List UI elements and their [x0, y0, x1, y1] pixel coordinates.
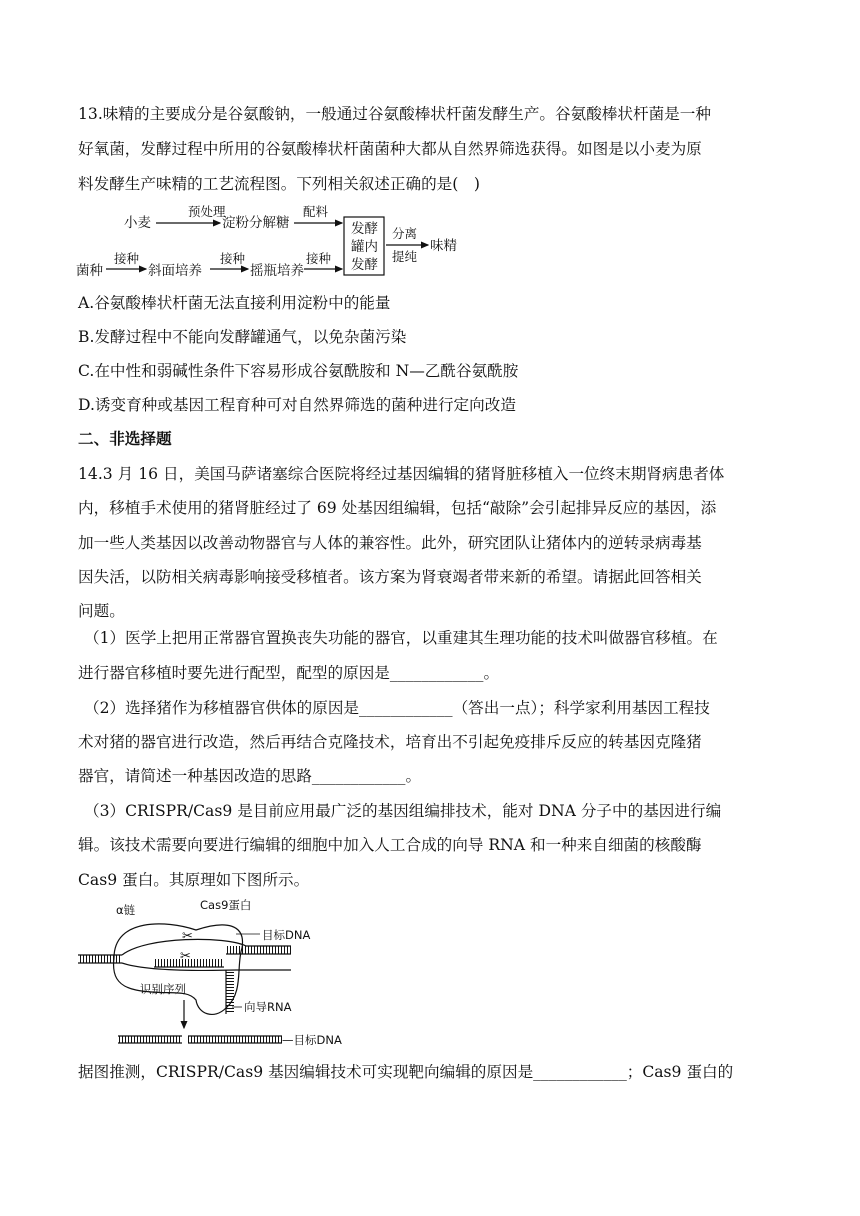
q14-part3-line-2: 辑。该技术需要向要进行编辑的细胞中加入人工合成的向导 RNA 和一种来自细菌的核酸酶: [78, 836, 702, 854]
flow-purify: 提纯: [392, 249, 418, 264]
flow-strain: 菌种: [76, 263, 103, 279]
flow-mix: 配料: [303, 204, 329, 219]
flow-sugar: 淀粉分解糖: [222, 215, 290, 231]
section-heading: 二、非选择题: [78, 430, 172, 448]
q14-part2-line-2: 术对猪的器官进行改造，然后再结合克隆技术，培育出不引起免疫排斥反应的转基因克隆猪: [78, 733, 702, 751]
q14-line-1: 14.3 月 16 日，美国马萨诸塞综合医院将经过基因编辑的猪肾脏移植入一位终末期肾病患者体: [78, 465, 725, 483]
label-target-dna: 目标DNA: [262, 928, 311, 942]
label-alpha-chain: α链: [116, 903, 136, 917]
scissors-icon-lower: ✂: [180, 949, 191, 964]
q14-line-4: 因失活，以防相关病毒影响接受移植者。该方案为肾衰竭者带来新的希望。请据此回答相关: [78, 568, 702, 586]
q13-option-a: A.谷氨酸棒状杆菌无法直接利用淀粉中的能量: [78, 294, 391, 312]
q14-line-2: 内，移植手术使用的猪肾脏经过了 69 处基因组编辑，包括“敲除”会引起排异反应的基因，添: [78, 499, 717, 517]
flow-inoc-3: 接种: [306, 251, 332, 266]
scissors-icon-upper: ✂: [182, 929, 193, 944]
flow-slant: 斜面培养: [148, 263, 202, 279]
flow-tank-3: 发酵: [351, 257, 378, 273]
flow-tank-2: 罐内: [351, 239, 378, 255]
cas9-protein-outline: [114, 924, 243, 1015]
dna-right-upper: [226, 946, 291, 954]
cut-dna-right: [188, 1036, 282, 1043]
flow-tank-1: 发酵: [351, 221, 378, 237]
q14-part3-line-4: 据图推测，CRISPR/Cas9 基因编辑技术可实现靶向编辑的原因是____________；Cas9 蛋白的: [78, 1063, 734, 1081]
crispr-cas9-diagram: [76, 896, 376, 1054]
msg-process-flowchart: [76, 203, 476, 285]
label-target-dna-2: —目标DNA: [282, 1033, 342, 1047]
q14-part3-line-3: Cas9 蛋白。其原理如下图所示。: [78, 871, 310, 889]
label-recognition-seq: 识别序列: [140, 982, 186, 996]
flow-separate: 分离: [392, 226, 418, 241]
label-guide-rna: 向导RNA: [244, 1000, 292, 1014]
q13-option-d: D.诱变育种或基因工程育种可对自然界筛选的菌种进行定向改造: [78, 396, 516, 414]
q14-part3-line-1: （3）CRISPR/Cas9 是目前应用最广泛的基因组编排技术，能对 DNA 分子中的基因进行编: [84, 802, 722, 820]
flow-inoc-2: 接种: [220, 251, 246, 266]
q14-line-3: 加一些人类基因以改善动物器官与人体的兼容性。此外，研究团队让猪体内的逆转录病毒基: [78, 534, 702, 552]
dna-left-segment: [78, 955, 122, 963]
q13-option-b: B.发酵过程中不能向发酵罐通气，以免杂菌污染: [78, 328, 407, 346]
q14-part2-line-1: （2）选择猪作为移植器官供体的原因是____________（答出一点）；科学家利用基因工程技: [84, 699, 710, 717]
flow-shake: 摇瓶培养: [250, 263, 304, 279]
q13-option-c: C.在中性和弱碱性条件下容易形成谷氨酰胺和 N—乙酰谷氨酰胺: [78, 362, 519, 380]
q14-part2-line-3: 器官，请简述一种基因改造的思路____________。: [78, 767, 422, 785]
label-cas9: Cas9蛋白: [200, 898, 252, 912]
flow-pretreat: 预处理: [188, 204, 226, 219]
flow-inoc-1: 接种: [114, 251, 140, 266]
q14-part1-line-1: （1）医学上把用正常器官置换丧失功能的器官，以重建其生理功能的技术叫做器官移植。在: [84, 629, 718, 647]
flow-msg: 味精: [430, 238, 457, 254]
cut-dna-left: [118, 1036, 182, 1043]
guide-rna-stem: [226, 970, 234, 1014]
q13-line-3: 料发酵生产味精的工艺流程图。下列相关叙述正确的是( ): [78, 175, 481, 193]
q13-line-1: 13.味精的主要成分是谷氨酸钠，一般通过谷氨酸棒状杆菌发酵生产。谷氨酸棒状杆菌是一种: [78, 105, 711, 123]
q14-line-5: 问题。: [78, 602, 125, 620]
q13-line-2: 好氧菌，发酵过程中所用的谷氨酸棒状杆菌菌种大都从自然界筛选获得。如图是以小麦为原: [78, 140, 702, 158]
flow-wheat: 小麦: [124, 215, 151, 231]
q14-part1-line-2: 进行器官移植时要先进行配型，配型的原因是____________。: [78, 664, 500, 682]
